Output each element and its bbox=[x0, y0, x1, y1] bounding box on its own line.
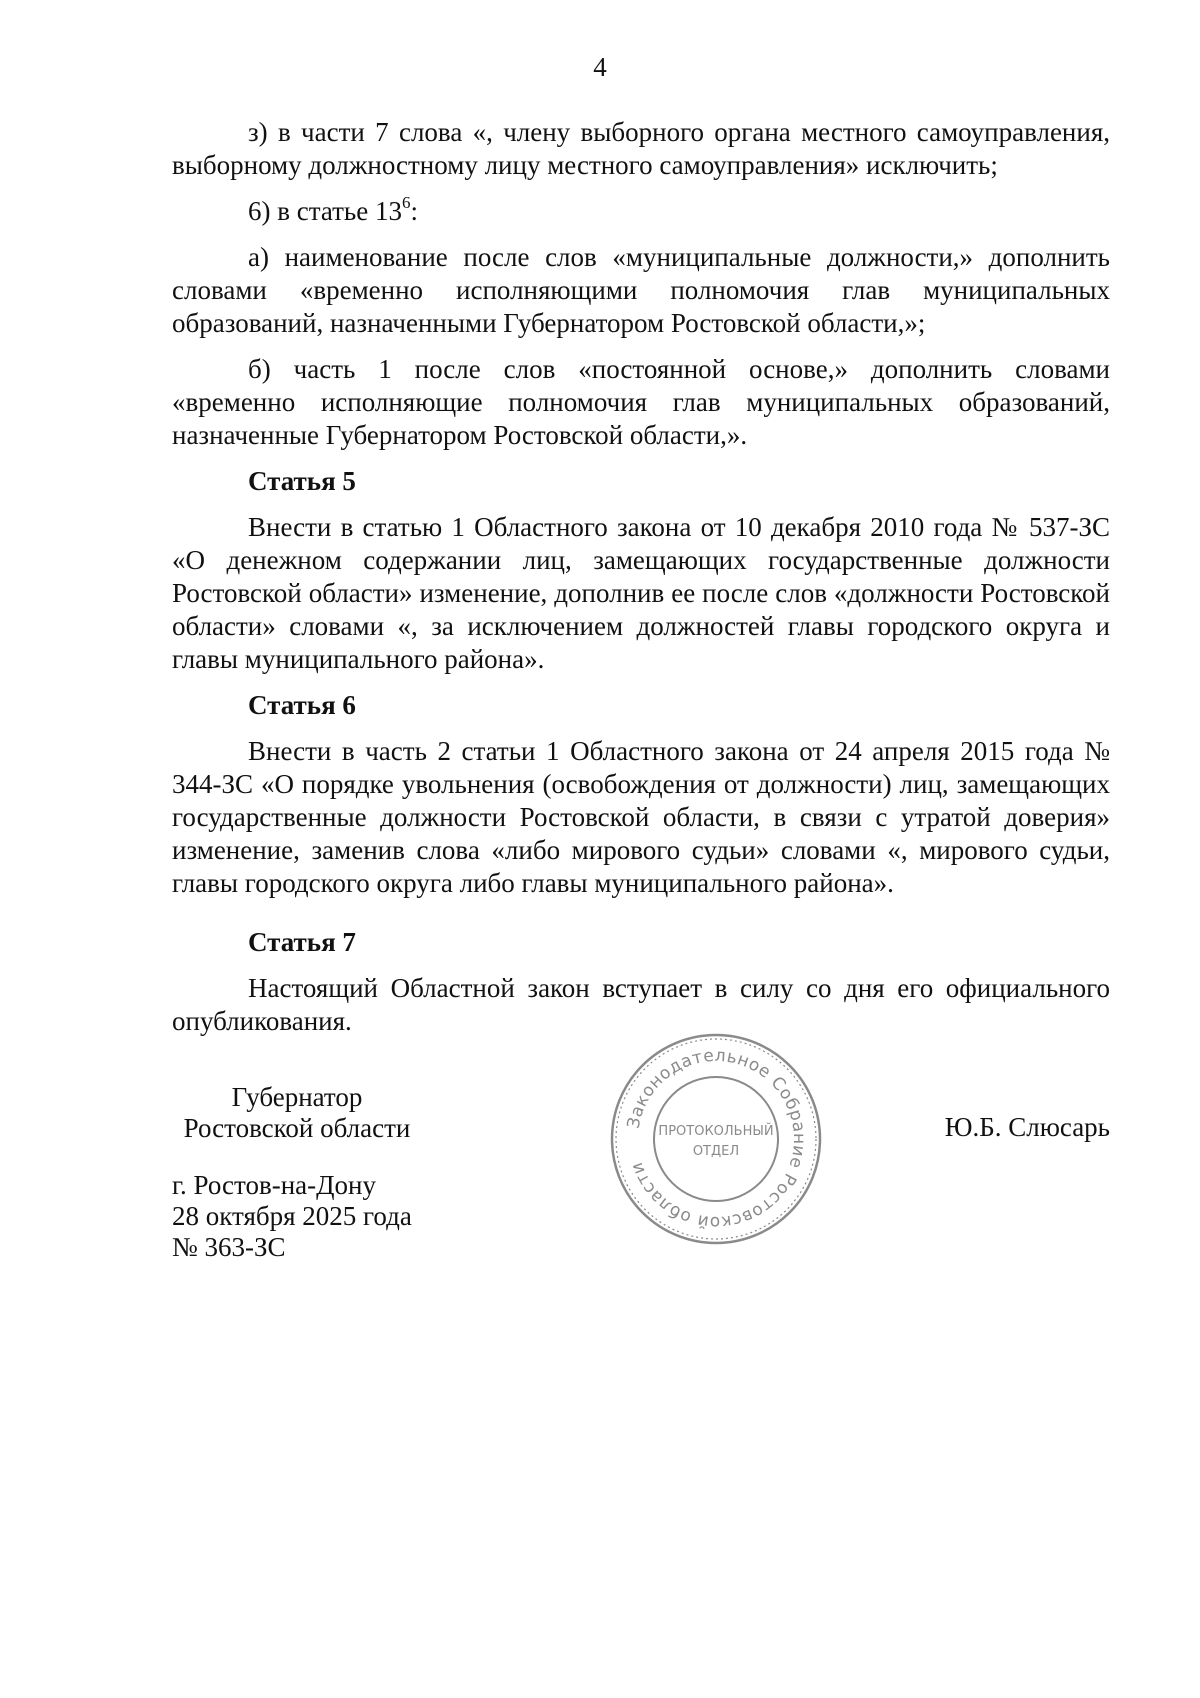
adoption-date: 28 октября 2025 года bbox=[172, 1201, 412, 1231]
article-7-text: Настоящий Областной закон вступает в силу со дня его официального опубликования. bbox=[172, 973, 1110, 1036]
paragraph-z: з) в части 7 слова «, члену выборного органа местного самоуправления, выборному должностному лицу местного самоуправления» исключить; bbox=[172, 117, 1110, 180]
signatory-position-line1: Губернатор bbox=[231, 1082, 363, 1112]
paragraph-a: а) наименование после слов «муниципальные должности,» дополнить словами «временно исполняющими полномочия глав муниципальных образований, назначенными Губернатором Ростовской области,»; bbox=[172, 242, 1110, 338]
place-and-date bbox=[172, 1170, 412, 1263]
stamp-center-line1: ПРОТОКОЛЬНЫЙ bbox=[658, 1124, 774, 1139]
city: г. Ростов-на-Дону bbox=[172, 1170, 377, 1200]
paragraph-6-colon: : bbox=[410, 196, 418, 226]
page-number: 4 bbox=[593, 52, 607, 82]
paragraph-6 bbox=[172, 195, 1110, 228]
paragraph-6-superscript: 6 bbox=[401, 193, 411, 212]
article-5-text: Внести в статью 1 Областного закона от 10 декабря 2010 года № 537-ЗС «О денежном содержании лиц, замещающих государственные должности Ростовской области» изменение, дополнив ее после слов «должности Ростовской области» словами «, за исключением должностей главы городского округа и главы муниципального района». bbox=[172, 512, 1110, 674]
document-body bbox=[172, 116, 1110, 1038]
signatory-position-line2: Ростовской области bbox=[183, 1113, 411, 1143]
article-6-text: Внести в часть 2 статьи 1 Областного закона от 24 апреля 2015 года № 344-ЗС «О порядке увольнения (освобождения от должности) лиц, замещающих государственные должности Ростовской области, в связи с утратой доверия» изменение, заменив слова «либо мирового судьи» словами «, мирового судьи, главы городского округа либо главы муниципального района». bbox=[172, 736, 1110, 898]
stamp-seal-icon bbox=[608, 1031, 824, 1247]
law-number: № 363-ЗС bbox=[172, 1232, 286, 1262]
paragraph-b: б) часть 1 после слов «постоянной основе,» дополнить словами «временно исполняющие полномочия глав муниципальных образований, назначенные Губернатором Ростовской области,». bbox=[172, 354, 1110, 450]
paragraph-6-text: 6) в статье 13 bbox=[248, 196, 402, 226]
article-6-title: Статья 6 bbox=[248, 690, 356, 720]
stamp-ring-text: Законодательное Собрание Ростовской области bbox=[623, 1045, 810, 1233]
signatory-name: Ю.Б. Слюсарь bbox=[944, 1112, 1110, 1142]
signatory-position bbox=[172, 1082, 422, 1144]
article-7-title: Статья 7 bbox=[248, 927, 356, 957]
stamp-center-line2: ОТДЕЛ bbox=[692, 1144, 740, 1159]
official-stamp bbox=[608, 1031, 824, 1247]
article-5-title: Статья 5 bbox=[248, 466, 356, 496]
